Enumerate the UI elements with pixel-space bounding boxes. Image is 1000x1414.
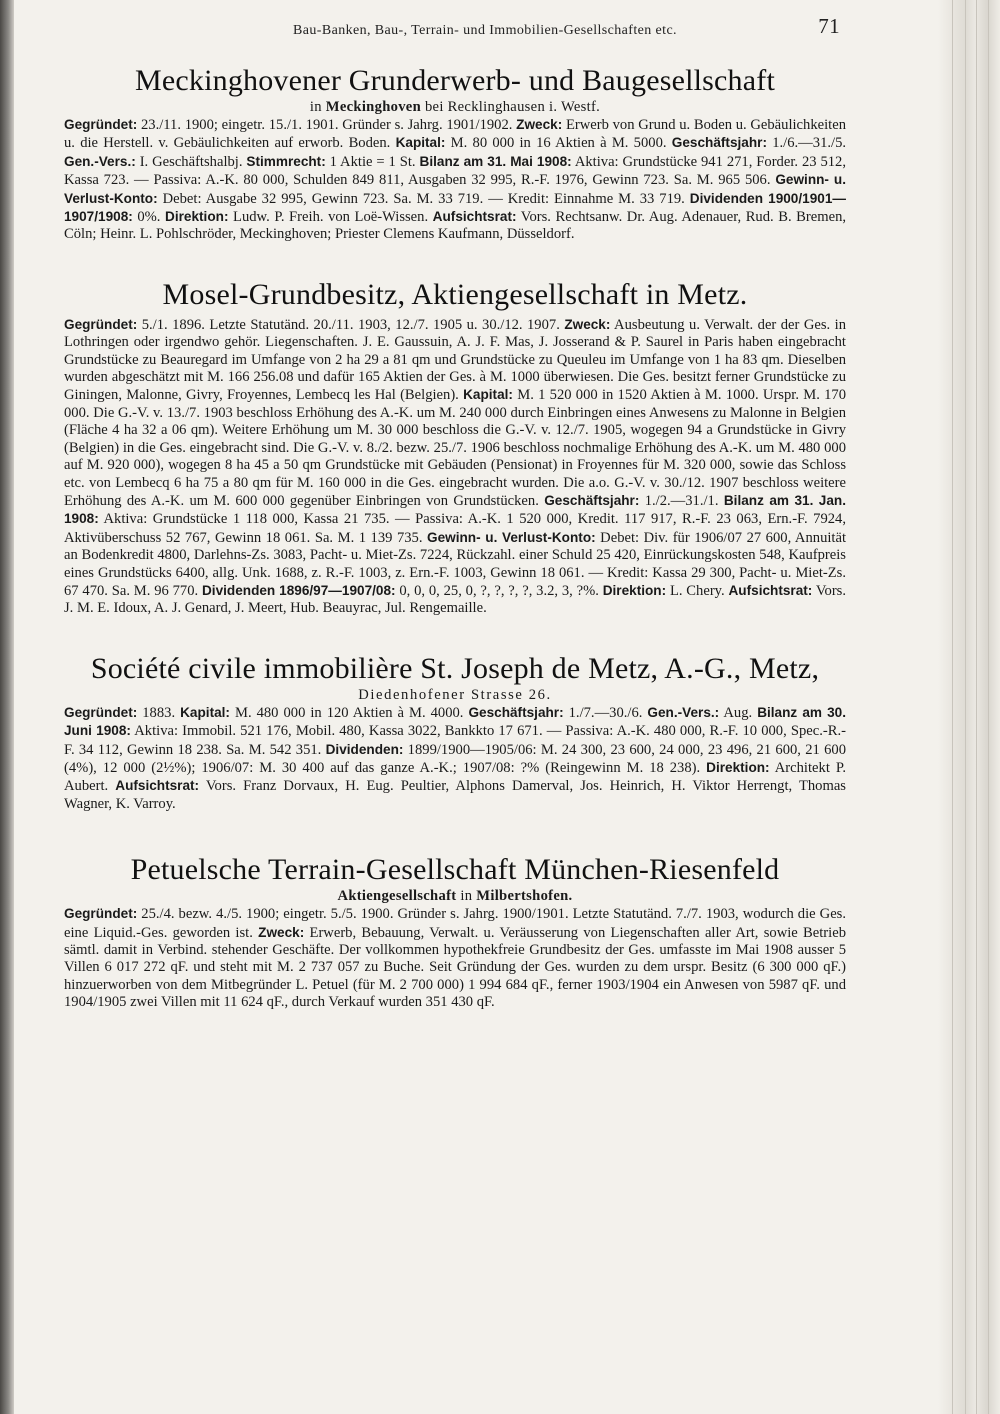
field-text: Debet: Ausgabe 32 995, Gewinn 723. Sa. M. 33 719. — Kredit: Einnahme M. 33 719.: [157, 190, 690, 207]
field-text: 23./11. 1900; eingetr. 15./1. 1901. Gründer s. Jahrg. 1901/1902.: [137, 117, 517, 133]
company-location: Aktiengesellschaft in Milbertshofen.: [337, 888, 573, 905]
field-text: L. Chery.: [666, 582, 729, 599]
field-label: Gewinn- u. Verlust-Konto:: [427, 529, 596, 545]
company-entry: [64, 278, 846, 618]
field-text: 1899/1900—1905/06: M. 24 300, 23 600, 24 000, 23 496, 21 600, 21 600 (4%), 12 000 (2½%); 1906/07: M. 30 400 auf das ganze A.-K.; 1907/08: ?% (Reingewinn M. 18 238).: [64, 741, 846, 776]
field-label: Gen.-Vers.:: [64, 153, 136, 169]
field-text: Vors. Rechtsanw. Dr. Aug. Adenauer, Rud. B. Bremen, Cöln; Heinr. L. Pohlschröder, Meckinghoven; Priester Clemens Kaufmann, Düsseldorf.: [64, 209, 847, 243]
field-label: Zweck:: [258, 924, 305, 940]
field-text: M. 80 000 in 16 Aktien à M. 5000.: [445, 135, 672, 152]
field-label: Gen.-Vers.:: [647, 704, 720, 720]
field-label: Aufsichtsrat:: [115, 778, 200, 794]
field-text: 25./4. bezw. 4./5. 1900; eingetr. 5./5. 1900. Gründer s. Jahrg. 1900/1901. Letzte Statutänd. 7./7. 1903, wodurch die Ges. eine Liquid.-Ges. geworden ist.: [64, 906, 846, 941]
field-label: Dividenden 1896/97—1907/08:: [201, 582, 396, 598]
company-details: [64, 905, 846, 1011]
text-column: [64, 14, 846, 1012]
field-text: Debet: Div. für 1906/07 27 600, Annuität an Bodenkredit 4800, Darlehns-Zs. 3083, Pacht- u. Miet-Zs. 7224, Rückzahl. einer Schuld 25 420, Einrückungskosten 548, Kaufpreis eines Grundstücks 6400, allg. Unk. 1688, z. R.-F. 1003, z. Ern.-F. 1003, Gewinn 18 061. — Kredit: Kassa 29 300, Pacht- u. Miet-Zs. 67 470. Sa. M. 96 770.: [64, 529, 847, 599]
field-label: Bilanz am 30. Juni 1908:: [64, 704, 847, 739]
field-text: Ausbeutung u. Verwalt. der der Ges. in Lothringen oder irgendwo gehör. Liegenschaften. J. E. Gaussuin, A. J. F. Mas, J. Josserand & P. Saurel in Paris haben eingebracht Grundstücke zu Beauregard im Umfange von 2 ha 29 a 81 qm und Grundstücke zu Queuleu im Umfange von 1 ha 83 qm. Dieselben wurden abgeschätzt mit M. 166 256.08 und dafür 165 Aktien der Ges. à M. 1000 überwiesen. Die Ges. besitzt ferner Grundstücke zu Giningen, Malonne, Givry, Froyennes, Lembecq les Hal (Belgien).: [64, 316, 846, 404]
company-address: Diedenhofener Strasse 26.: [358, 686, 552, 703]
company-entry: [64, 652, 846, 813]
field-label: Zweck:: [516, 117, 563, 132]
field-label: Geschäftsjahr:: [671, 135, 767, 151]
field-text: Erwerb, Bebauung, Verwalt. u. Veräusserung von Liegenschaften aller Art, sowie Betrieb sämtl. damit in Verbind. stehender Geschäfte. Der vollkommen hypothekfreie Grundbesitz der Ges. umfasste im Mai 1908 ausser 5 Villen 6 017 272 qF. und steht mit M. 2 737 057 zu Buche. Seit Gründung der Ges. wurden zu dem urspr. Besitz (6 300 000 qF.) hinzuerworben von dem Mitbegründer L. Petuel (für M. 2 700 000) 1 994 684 qF., ferner 1903/1904 ein Anwesen von 5987 qF. und 1904/1905 zwei Villen mit 11 624 qF., durch Verkauf wurden 351 430 qF.: [64, 924, 846, 1011]
field-text: Architekt P. Aubert.: [64, 759, 846, 795]
running-title: Bau-Banken, Bau-, Terrain- und Immobilien-Gesellschaften etc.: [293, 23, 677, 38]
field-label: Kapital:: [180, 704, 230, 720]
field-label: Kapital:: [463, 387, 513, 403]
field-label: Zweck:: [564, 316, 611, 332]
running-header: [64, 14, 846, 44]
field-text: M. 480 000 in 120 Aktien à M. 4000.: [229, 704, 469, 721]
field-text: 0%.: [132, 209, 166, 226]
field-label: Direktion:: [602, 582, 667, 598]
field-text: 0, 0, 0, 25, 0, ?, ?, ?, ?, 3.2, 3, ?%.: [395, 582, 603, 599]
field-text: 5./1. 1896. Letzte Statutänd. 20./11. 1903, 12./7. 1905 u. 30./12. 1907.: [137, 316, 565, 333]
company-details: [64, 316, 846, 618]
field-text: Vors. Franz Dorvaux, H. Eug. Peultier, Alphons Damerval, Jos. Heinrich, H. Viktor Herrengt, Thomas Wagner, K. Varroy.: [64, 778, 846, 812]
field-text: Aktiva: Grundstücke 1 118 000, Kassa 21 735. — Passiva: A.-K. 1 520 000, Kredit. 117 917, R.-F. 23 063, Ern.-F. 7924, Aktivüberschuss 52 767, Gewinn 18 061. Sa. M. 1 139 735.: [64, 511, 846, 546]
field-text: Ludw. P. Freih. von Loë-Wissen.: [228, 209, 433, 226]
field-label: Bilanz am 31. Jan. 1908:: [64, 492, 847, 527]
field-text: I. Geschäftshalbj.: [135, 153, 247, 170]
field-text: M. 1 520 000 in 1520 Aktien à M. 1000. Urspr. M. 170 000. Die G.-V. v. 13./7. 1903 beschloss Erhöhung des A.-K. um M. 240 000 durch Einbringen eines Anwesens zu Malonne in Belgien (Fläche 4 ha 32 a 06 qm). Weitere Erhöhung um M. 30 000 beschloss die G.-V. v. 12./7. 1905, wogegen 94 a Grundstücke in Givry (Belgien) in die Ges. eingebracht sind. Die G.-V. v. 8./2. bezw. 25./7. 1906 beschloss nochmalige Erhöhung des A.-K. um M. 480 000 auf M. 920 000), wogegen 8 ha 45 a 50 qm Grundstücke mit Gebäuden (Pensionat) in Froyennes für M. 320 000, sowie das Schloss etc. von Lembecq 6 ha 75 a 80 qm für M. 160 000 in die Ges. eingebracht wurden. Die a.o. G.-V. v. 30./12. 1907 beschloss weitere Erhöhung des A.-K. um M. 600 000 gegenüber Einbringen von Grundstücken.: [64, 387, 847, 509]
company-title: Société civile immobilière St. Joseph de Metz, A.-G., Metz,: [90, 651, 820, 685]
field-text: Erwerb von Grund u. Boden u. Gebäulichkeiten u. die Herstell. v. Gebäulichkeiten auf erworb. Boden.: [64, 117, 846, 152]
field-label: Kapital:: [395, 135, 446, 151]
field-text: 1./7.—30./6.: [563, 704, 648, 721]
field-label: Gegründet:: [64, 117, 138, 132]
field-text: Aktiva: Immobil. 521 176, Mobil. 480, Kassa 3022, Bankkto 17 671. — Passiva: A.-K. 480 000, R.-F. 10 000, Spec.-R.-F. 34 112, Gewinn 18 238. Sa. M. 542 351.: [64, 723, 846, 758]
company-details: [64, 704, 846, 813]
field-text: Vors. J. M. E. Idoux, A. J. Genard, J. Meert, Hub. Beauyrac, Jul. Rengemaille.: [64, 582, 847, 617]
field-label: Gegründet:: [64, 906, 138, 922]
field-label: Aufsichtsrat:: [432, 209, 517, 225]
company-title: Meckinghovener Grunderwerb- und Baugesellschaft: [134, 64, 775, 97]
company-title: Mosel-Grundbesitz, Aktiengesellschaft in Metz.: [162, 277, 748, 311]
field-label: Bilanz am 31. Mai 1908:: [419, 153, 572, 169]
field-label: Stimmrecht:: [246, 153, 326, 169]
field-label: Gegründet:: [64, 704, 138, 720]
company-entry: [64, 853, 846, 1011]
company-title: Petuelsche Terrain-Gesellschaft München-Riesenfeld: [130, 853, 780, 887]
field-text: Aktiva: Grundstücke 941 271, Forder. 23 512, Kassa 723. — Passiva: A.-K. 80 000, Schulden 849 811, Ausgaben 32 995, R.-F. 1976, Gewinn 723. Sa. M. 965 506.: [64, 153, 846, 189]
field-text: 1 Aktie = 1 St.: [325, 153, 420, 170]
field-text: 1./6.—31./5.: [766, 135, 847, 152]
field-label: Dividenden:: [325, 741, 404, 757]
field-text: Aug.: [719, 704, 758, 721]
field-text: 1./2.—31./1.: [639, 492, 724, 509]
field-label: Direktion:: [706, 759, 770, 775]
company-location: in Meckinghoven bei Recklinghausen i. Westf.: [309, 99, 601, 115]
page-number: 71: [818, 14, 840, 38]
field-text: 1883.: [137, 704, 181, 721]
field-label: Geschäftsjahr:: [544, 492, 640, 508]
field-label: Direktion:: [165, 209, 229, 225]
page-edge-stack: [938, 0, 1000, 1414]
field-label: Gegründet:: [64, 316, 138, 332]
company-details: [64, 116, 846, 244]
book-spine: [0, 0, 14, 1414]
company-entry: [64, 64, 846, 244]
field-label: Dividenden 1900/1901—1907/1908:: [64, 190, 846, 225]
field-label: Geschäftsjahr:: [468, 704, 564, 720]
field-label: Gewinn- u. Verlust-Konto:: [64, 172, 846, 206]
field-label: Aufsichtsrat:: [728, 582, 813, 598]
